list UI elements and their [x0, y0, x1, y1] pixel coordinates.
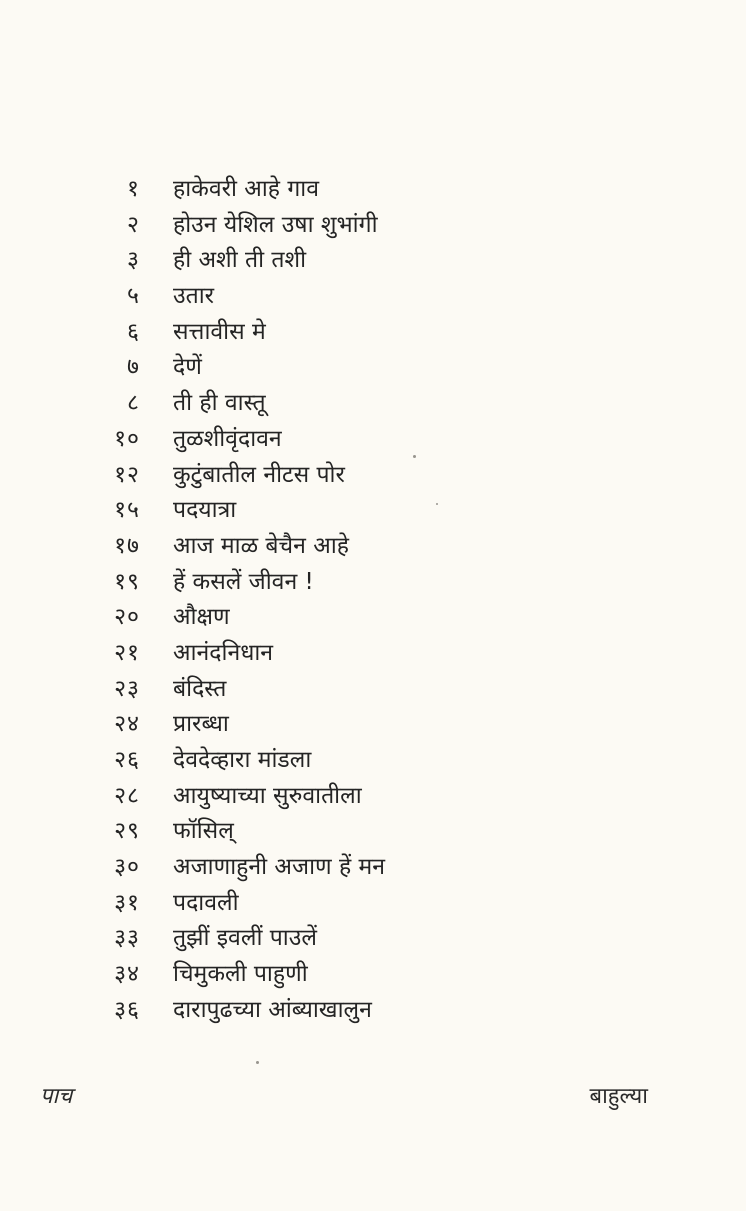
toc-entry-title: आयुष्याच्या सुरुवातीला: [173, 782, 362, 809]
toc-entry-page-number: ७: [127, 354, 140, 381]
toc-entry: [92, 386, 612, 422]
toc-entry-title: चिमुकली पाहुणी: [173, 961, 308, 988]
toc-entry-page-number: ३३: [114, 925, 140, 952]
toc-entry-title: हाकेवरी आहे गाव: [173, 176, 320, 202]
toc-entry-page-number: ३६: [114, 996, 140, 1023]
toc-entry-title: ही अशी ती तशी: [173, 247, 307, 274]
toc-entry-page-number: २०: [114, 604, 140, 631]
toc-entry-title: प्रारब्धा: [173, 711, 229, 738]
toc-entry-page-number: १५: [114, 497, 140, 524]
toc-entry: [92, 672, 612, 708]
toc-entry-page-number: २१: [114, 639, 140, 666]
toc-entry-page-number: १: [127, 176, 140, 202]
toc-entry: [92, 279, 612, 315]
toc-entry: [92, 707, 612, 743]
toc-entry: [92, 779, 612, 815]
toc-entry-title: तुळशीवृंदावन: [173, 425, 282, 452]
toc-entry: [92, 350, 612, 386]
toc-entry-title: उतार: [173, 283, 215, 310]
toc-entry-page-number: ३: [127, 247, 140, 274]
toc-entry-page-number: ३०: [114, 854, 140, 881]
toc-entry-title: आज माळ बेचैन आहे: [173, 532, 349, 559]
toc-entry: [92, 814, 612, 850]
toc-entry: [92, 993, 612, 1029]
toc-entry: [92, 315, 612, 351]
toc-entry-title: आनंदनिधान: [173, 639, 274, 666]
toc-entry-title: हें कसलें जीवन !: [173, 568, 314, 595]
toc-entry-title: फॉसिल्: [173, 818, 234, 845]
scan-speck: [256, 1061, 259, 1064]
toc-entry-page-number: १०: [114, 425, 140, 452]
toc-entry: [92, 850, 612, 886]
toc-entry-page-number: २६: [114, 747, 140, 773]
footer-page-label: पाच: [40, 1084, 73, 1109]
toc-entry: [92, 243, 612, 279]
toc-entry-title: अजाणाहुनी अजाण हें मन: [173, 854, 386, 881]
footer-book-title: बाहुल्या: [589, 1084, 648, 1109]
toc-entry-title: तुझीं इवलीं पाउलें: [173, 925, 317, 952]
toc-entry: [92, 743, 612, 779]
toc-entry: [92, 208, 612, 244]
toc-entry-page-number: ६: [127, 318, 140, 345]
toc-entry-page-number: २: [127, 211, 140, 238]
toc-entry-page-number: २३: [114, 675, 140, 702]
toc-entry-title: बंदिस्त: [173, 675, 227, 702]
toc-entry-title: देवदेव्हारा मांडला: [173, 747, 312, 773]
toc-entry-title: देणें: [173, 354, 202, 381]
toc-entry: [92, 886, 612, 922]
toc-entry-title: कुटुंबातील नीटस पोर: [173, 461, 345, 488]
scan-speck: [413, 455, 416, 458]
toc-entry-page-number: ३१: [114, 889, 140, 916]
toc-entry-page-number: ८: [127, 390, 140, 417]
toc-entry: [92, 422, 612, 458]
toc-entry: [92, 921, 612, 957]
toc-entry-title: पदावली: [173, 889, 239, 916]
toc-entry-page-number: १७: [114, 532, 140, 559]
toc-entry: [92, 172, 612, 208]
toc-entry-page-number: २४: [114, 711, 140, 738]
toc-entry: [92, 600, 612, 636]
toc-entry: [92, 493, 612, 529]
toc-entry-page-number: ५: [127, 283, 140, 310]
toc-entry-title: पदयात्रा: [173, 497, 237, 524]
toc-entry-title: दारापुढच्या आंब्याखालुन: [173, 996, 372, 1023]
toc-entry: [92, 636, 612, 672]
toc-entry-title: औक्षण: [173, 604, 230, 631]
toc-entry: [92, 529, 612, 565]
toc-entry-title: होउन येशिल उषा शुभांगी: [173, 211, 378, 238]
toc-entry-page-number: ३४: [114, 961, 140, 988]
toc-entry: [92, 957, 612, 993]
table-of-contents: [92, 172, 612, 1029]
toc-entry-title: ती ही वास्तू: [173, 390, 266, 417]
toc-entry-title: सत्तावीस मे: [173, 318, 266, 345]
toc-entry: [92, 458, 612, 494]
toc-entry-page-number: २९: [114, 818, 140, 845]
toc-entry-page-number: १९: [114, 568, 140, 595]
toc-entry-page-number: १२: [114, 461, 140, 488]
toc-entry-page-number: २८: [114, 782, 140, 809]
toc-entry: [92, 565, 612, 601]
scan-speck: [436, 503, 438, 505]
